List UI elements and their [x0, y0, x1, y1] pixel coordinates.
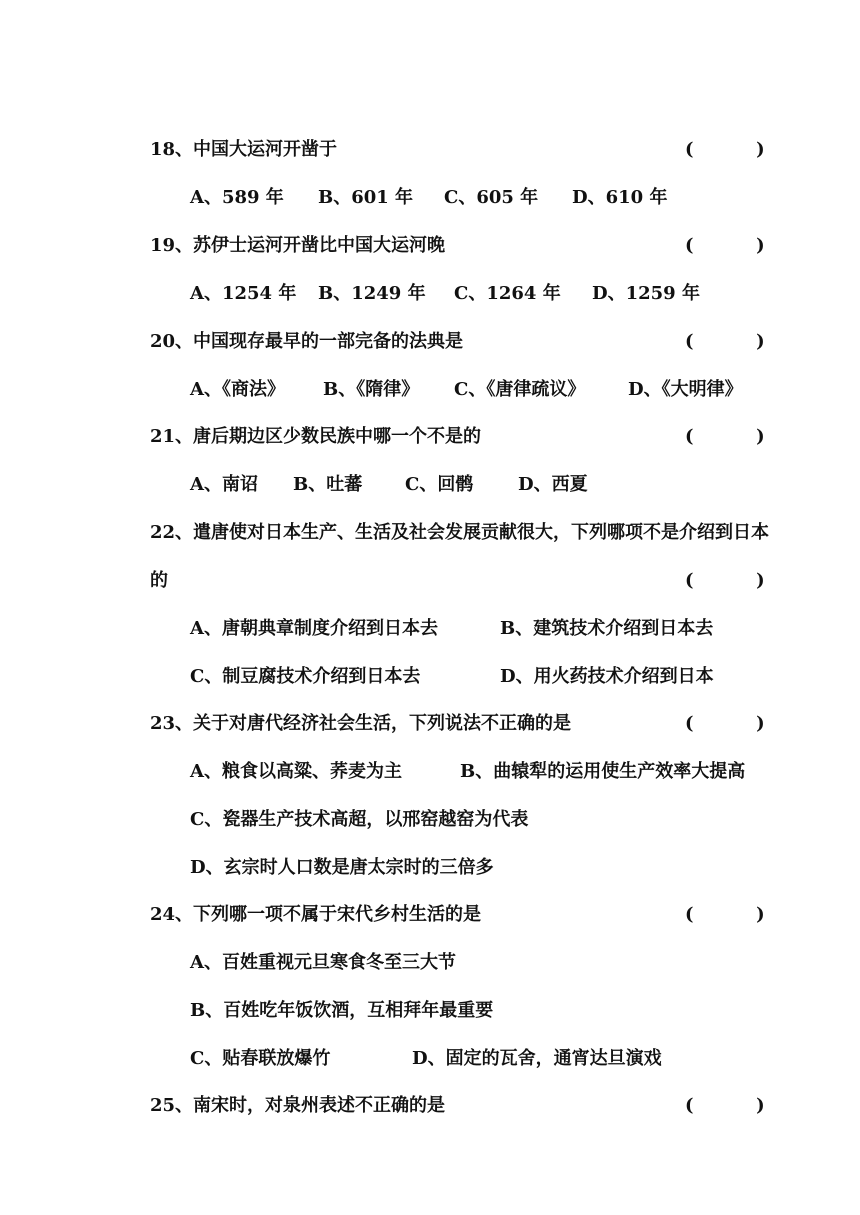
question-stem: 24、下列哪一项不属于宋代乡村生活的是 [150, 904, 482, 925]
option-a: A、唐朝典章制度介绍到日本去 [190, 618, 438, 639]
question-stem: 19、苏伊士运河开凿比中国大运河晚 [150, 235, 446, 256]
option-b: B、吐蕃 [293, 474, 363, 495]
question-stem: 21、唐后期边区少数民族中哪一个不是的 [150, 426, 482, 447]
option-d: D、西夏 [518, 474, 588, 495]
option-a: A、南诏 [190, 474, 258, 495]
option-b: B、《隋律》 [323, 379, 420, 400]
answer-blank: ( ) [685, 331, 765, 352]
option-b: B、601 年 [318, 187, 414, 208]
question-stem: 22、遣唐使对日本生产、生活及社会发展贡献很大，下列哪项不是介绍到日本 [150, 522, 770, 543]
option-c: C、《唐律疏议》 [454, 379, 586, 400]
option-c: C、回鹘 [405, 474, 474, 495]
option-a: A、《商法》 [190, 379, 285, 400]
option-d: D、《大明律》 [628, 379, 743, 400]
option-a: A、589 年 [190, 187, 284, 208]
option-b: B、1249 年 [318, 283, 426, 304]
option-d: D、固定的瓦舍，通宵达旦演戏 [412, 1048, 662, 1069]
question-stem: 23、关于对唐代经济社会生活，下列说法不正确的是 [150, 713, 572, 734]
option-c: C、瓷器生产技术高超，以邢窑越窑为代表 [190, 809, 529, 830]
option-a: A、百姓重视元旦寒食冬至三大节 [190, 952, 456, 973]
option-d: D、玄宗时人口数是唐太宗时的三倍多 [190, 857, 494, 878]
option-a: A、1254 年 [190, 283, 297, 304]
question-stem: 18、中国大运河开凿于 [150, 139, 338, 160]
option-c: C、制豆腐技术介绍到日本去 [190, 666, 421, 687]
option-d: D、610 年 [572, 187, 668, 208]
answer-blank: ( ) [685, 904, 765, 925]
option-d: D、用火药技术介绍到日本 [500, 666, 714, 687]
answer-blank: ( ) [685, 713, 765, 734]
option-b: B、百姓吃年饭饮酒，互相拜年最重要 [190, 1000, 494, 1021]
option-c: C、1264 年 [454, 283, 561, 304]
answer-blank: ( ) [685, 235, 765, 256]
question-stem: 25、南宋时，对泉州表述不正确的是 [150, 1095, 446, 1116]
option-b: B、曲辕犁的运用使生产效率大提高 [460, 761, 746, 782]
option-d: D、1259 年 [592, 283, 700, 304]
option-c: C、贴春联放爆竹 [190, 1048, 331, 1069]
question-stem-continued: 的 [150, 570, 168, 591]
option-b: B、建筑技术介绍到日本去 [500, 618, 714, 639]
option-c: C、605 年 [444, 187, 539, 208]
answer-blank: ( ) [685, 570, 765, 591]
answer-blank: ( ) [685, 426, 765, 447]
question-stem: 20、中国现存最早的一部完备的法典是 [150, 331, 464, 352]
answer-blank: ( ) [685, 139, 765, 160]
option-a: A、粮食以高粱、荞麦为主 [190, 761, 402, 782]
answer-blank: ( ) [685, 1095, 765, 1116]
